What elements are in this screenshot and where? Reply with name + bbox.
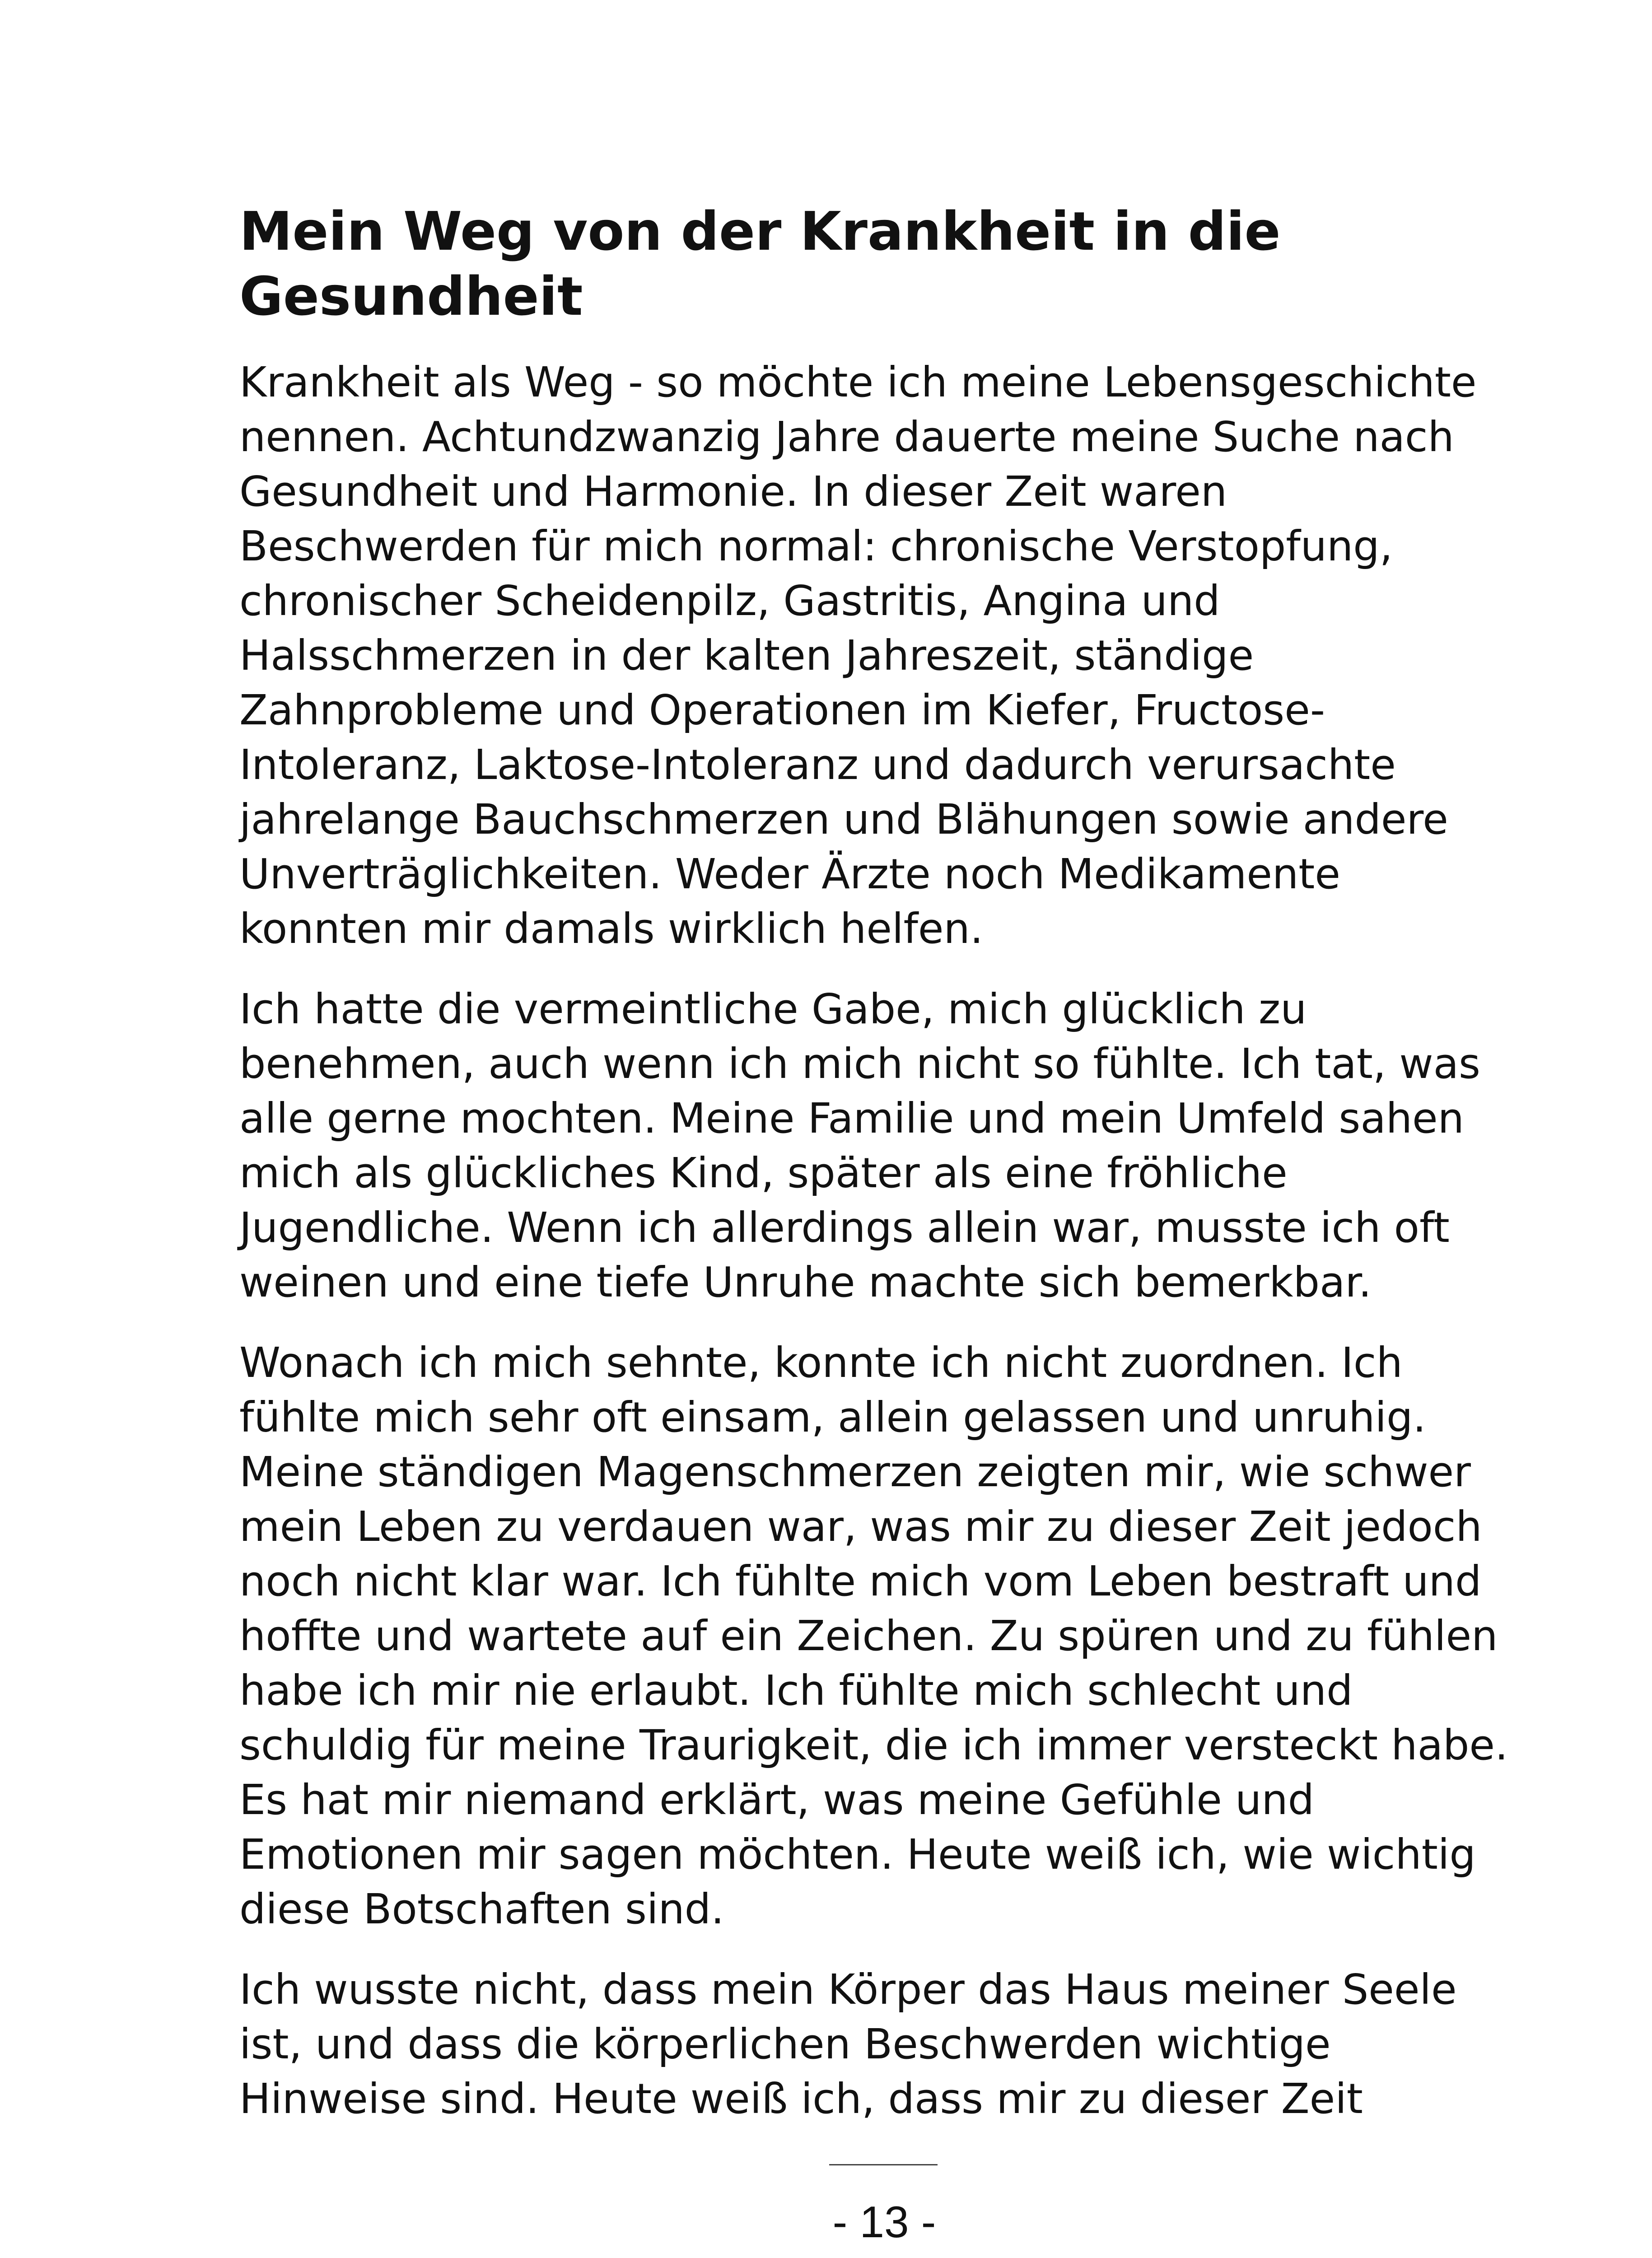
text-line: mein Leben zu verdauen war, was mir zu dieser Zeit jedoch [239, 1502, 1482, 1551]
chapter-heading-line: Mein Weg von der Krankheit in die [239, 200, 1281, 262]
text-line: jahrelange Bauchschmerzen und Blähungen sowie andere [239, 795, 1448, 844]
text-line: weinen und eine tiefe Unruhe machte sich bemerkbar. [239, 1258, 1372, 1306]
text-line: Ich hatte die vermeintliche Gabe, mich glücklich zu [239, 985, 1307, 1033]
text-line: diese Botschaften sind. [239, 1885, 724, 1933]
text-line: Wonach ich mich sehnte, konnte ich nicht zuordnen. Ich [239, 1339, 1403, 1387]
text-line: benehmen, auch wenn ich mich nicht so fühlte. Ich tat, was [239, 1040, 1480, 1088]
text-line: mich als glückliches Kind, später als eine fröhliche [239, 1149, 1288, 1197]
text-line: konnten mir damals wirklich helfen. [239, 905, 984, 953]
text-line: Intoleranz, Laktose-Intoleranz und dadurch verursachte [239, 741, 1396, 789]
chapter-heading [239, 199, 1549, 329]
text-line: noch nicht klar war. Ich fühlte mich vom Leben bestraft und [239, 1557, 1482, 1605]
text-line: Ich wusste nicht, dass mein Körper das Haus meiner Seele [239, 1965, 1457, 2014]
text-line: nennen. Achtundzwanzig Jahre dauerte meine Suche nach [239, 413, 1454, 461]
text-line: schuldig für meine Traurigkeit, die ich immer versteckt habe. [239, 1721, 1508, 1769]
text-line: Es hat mir niemand erklärt, was meine Gefühle und [239, 1776, 1315, 1824]
text-line: hoffte und wartete auf ein Zeichen. Zu spüren und zu fühlen [239, 1612, 1498, 1660]
text-line: Meine ständigen Magenschmerzen zeigten mir, wie schwer [239, 1448, 1471, 1496]
page-content [239, 199, 1549, 2126]
footer-divider [829, 2164, 938, 2165]
text-line: Zahnprobleme und Operationen im Kiefer, Fructose- [239, 686, 1325, 734]
body-paragraph-2 [239, 982, 1549, 1310]
text-line: Krankheit als Weg - so möchte ich meine Lebensgeschichte [239, 358, 1477, 406]
text-line: Halsschmerzen in der kalten Jahreszeit, ständige [239, 631, 1254, 680]
text-line: alle gerne mochten. Meine Familie und mein Umfeld sahen [239, 1094, 1464, 1143]
text-line: Hinweise sind. Heute weiß ich, dass mir zu dieser Zeit [239, 2075, 1363, 2123]
text-line: Beschwerden für mich normal: chronische Verstopfung, [239, 522, 1393, 570]
body-paragraph-3 [239, 1335, 1549, 1936]
page-number: - 13 - [832, 2197, 936, 2247]
text-line: Gesundheit und Harmonie. In dieser Zeit waren [239, 467, 1227, 516]
body-paragraph-1 [239, 355, 1549, 956]
body-paragraph-4 [239, 1962, 1549, 2126]
text-line: Emotionen mir sagen möchten. Heute weiß ich, wie wichtig [239, 1830, 1476, 1879]
text-line: ist, und dass die körperlichen Beschwerden wichtige [239, 2020, 1331, 2068]
text-line: habe ich mir nie erlaubt. Ich fühlte mich schlecht und [239, 1666, 1353, 1715]
text-line: Jugendliche. Wenn ich allerdings allein war, musste ich oft [239, 1204, 1450, 1252]
text-line: Unverträglichkeiten. Weder Ärzte noch Medikamente [239, 850, 1340, 898]
text-line: fühlte mich sehr oft einsam, allein gelassen und unruhig. [239, 1393, 1426, 1442]
chapter-heading-line: Gesundheit [239, 265, 583, 327]
text-line: chronischer Scheidenpilz, Gastritis, Angina und [239, 577, 1220, 625]
